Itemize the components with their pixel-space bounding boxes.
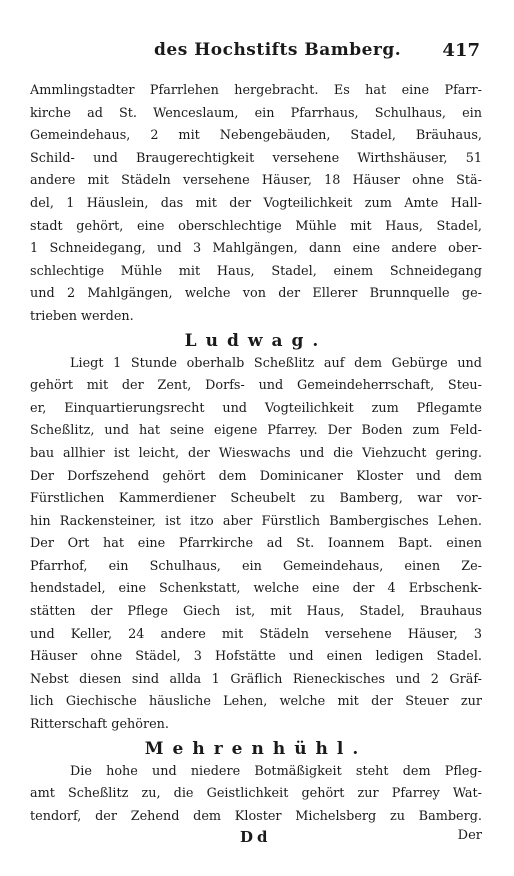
text-line: bau allhier ist leicht, der Wieswachs und die Viehzucht gering. (30, 445, 482, 461)
text-line: Nebst diesen sind allda 1 Gräflich Rieneckisches und 2 Gräf- (30, 671, 482, 687)
text-line: Der Dorfszehend gehört dem Dominicaner Kloster und dem (30, 468, 482, 484)
text-line: 1 Schneidegang, und 3 Mahlgängen, dann eine andere ober- (30, 241, 482, 257)
text-line: stadt gehört, eine oberschlechtige Mühle mit Haus, Stadel, (30, 218, 482, 234)
text-line: Fürstlichen Kammerdiener Scheubelt zu Bamberg, war vor- (30, 491, 482, 507)
text-line: gehört mit der Zent, Dorfs- und Gemeindeherrschaft, Steu- (30, 378, 482, 394)
text-line: hendstadel, eine Schenkstatt, welche eine der 4 Erbschenk- (30, 581, 482, 597)
page-footer (30, 828, 482, 852)
text-line: er, Einquartierungsrecht und Vogteilichkeit zum Pflegamte (30, 400, 482, 416)
section-heading: Ludwag. (184, 330, 328, 351)
text-line: Schild- und Braugerechtigkeit versehene Wirthshäuser, 51 (30, 150, 482, 166)
text-line: tendorf, der Zehend dem Kloster Michelsberg zu Bamberg. (30, 808, 482, 824)
printer-signature: Dd (240, 828, 272, 846)
text-line: kirche ad St. Wenceslaum, ein Pfarrhaus, Schulhaus, ein (30, 105, 482, 121)
text-line: Der Ort hat eine Pfarrkirche ad St. Ioannem Bapt. einen (30, 536, 482, 552)
page-header (44, 40, 484, 66)
catchword: Der (457, 828, 482, 843)
text-line: hin Rackensteiner, ist itzo aber Fürstlich Bambergisches Lehen. (30, 513, 482, 529)
text-line: amt Scheßlitz zu, die Geistlichkeit gehört zur Pfarrey Wat- (30, 786, 482, 802)
body-text (30, 80, 482, 828)
text-line: und 2 Mahlgängen, welche von der Ellerer Brunnquelle ge- (30, 286, 482, 302)
text-line: und Keller, 24 andere mit Städeln versehene Häuser, 3 (30, 626, 482, 642)
text-line: lich Giechische häusliche Lehen, welche mit der Steuer zur (30, 694, 482, 710)
text-line: Ammlingstadter Pfarrlehen hergebracht. Es hat eine Pfarr- (30, 83, 482, 98)
text-line: stätten der Pflege Giech ist, mit Haus, Stadel, Brauhaus (30, 604, 482, 620)
text-line: Die hohe und niedere Botmäßigkeit steht dem Pfleg- (70, 763, 482, 779)
text-line: Häuser ohne Städel, 3 Hofstätte und einen ledigen Stadel. (30, 649, 482, 665)
text-line: andere mit Städeln versehene Häuser, 18 Häuser ohne Stä- (30, 173, 482, 189)
text-line: del, 1 Häuslein, das mit der Vogteilichkeit zum Amte Hall- (30, 195, 482, 211)
page-number: 417 (442, 40, 480, 61)
running-title: des Hochstifts Bamberg. (154, 40, 402, 60)
text-line: trieben werden. (30, 308, 134, 324)
text-line: Liegt 1 Stunde oberhalb Scheßlitz auf dem Gebürge und (70, 355, 482, 371)
section-heading: Mehrenhühl. (144, 738, 368, 759)
text-line: Gemeindehaus, 2 mit Nebengebäuden, Stadel, Bräuhaus, (30, 128, 482, 144)
text-line: Scheßlitz, und hat seine eigene Pfarrey. Der Boden zum Feld- (30, 423, 482, 439)
text-line: Ritterschaft gehören. (30, 717, 169, 733)
text-line: schlechtige Mühle mit Haus, Stadel, einem Schneidegang (30, 263, 482, 279)
text-line: Pfarrhof, ein Schulhaus, ein Gemeindehaus, einen Ze- (30, 558, 482, 574)
